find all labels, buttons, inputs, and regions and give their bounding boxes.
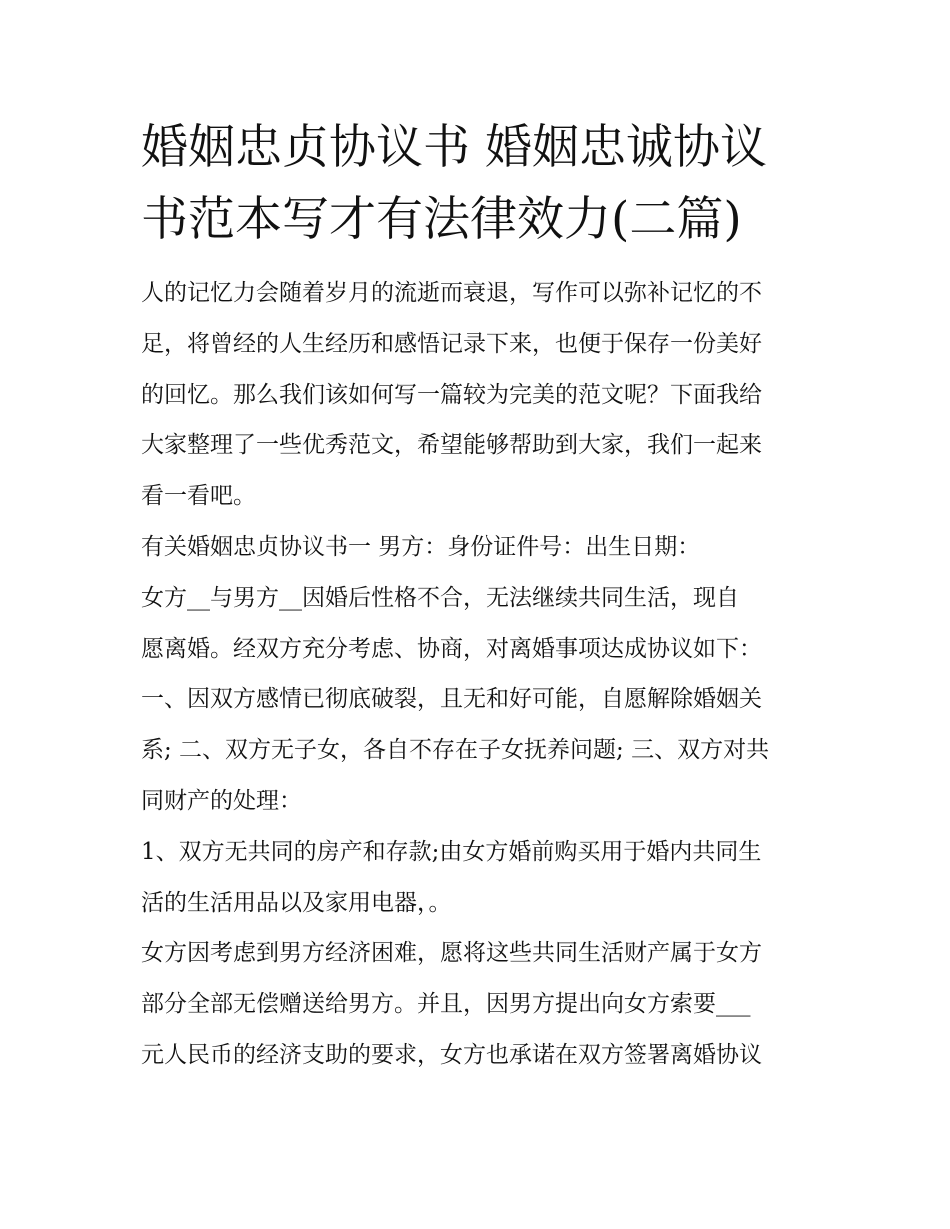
- document-content: [141, 112, 821, 1081]
- body-line: 人的记忆力会随着岁月的流逝而衰退，写作可以弥补记忆的不: [141, 280, 762, 306]
- body-line: 元人民币的经济支助的要求，女方也承诺在双方签署离婚协议: [141, 1041, 762, 1068]
- body-line: 1、双方无共同的房产和存款;由女方婚前购买用于婚内共同生: [141, 838, 762, 865]
- body-line: 有关婚姻忠贞协议书一 男方：身份证件号：出生日期：: [141, 533, 701, 560]
- title-line: 书范本写才有法律效力(二篇): [141, 192, 742, 247]
- document-title: [141, 112, 821, 256]
- body-line: 系; 二、双方无子女，各自不存在子女抚养问题; 三、双方对共: [141, 737, 770, 764]
- title-line: 婚姻忠贞协议书 婚姻忠诚协议: [141, 120, 767, 175]
- document-body: [141, 268, 821, 1081]
- body-line: 女方因考虑到男方经济困难，愿将这些共同生活财产属于女方: [141, 940, 762, 967]
- body-line: 同财产的处理：: [141, 787, 302, 814]
- body-line: 足，将曾经的人生经历和感悟记录下来，也便于保存一份美好: [141, 330, 762, 357]
- body-line: 的回忆。那么我们该如何写一篇较为完美的范文呢？下面我给: [141, 381, 762, 408]
- body-line: 女方__与男方__因婚后性格不合，无法继续共同生活，现自: [141, 584, 739, 611]
- body-line: 部分全部无偿赠送给男方。并且，因男方提出向女方索要___: [141, 991, 751, 1018]
- body-line: 大家整理了一些优秀范文，希望能够帮助到大家，我们一起来: [141, 432, 762, 459]
- body-line: 活的生活用品以及家用电器，。: [141, 889, 452, 916]
- body-line: 愿离婚。经双方充分考虑、协商，对离婚事项达成协议如下：: [141, 635, 762, 662]
- body-line: 看一看吧。: [141, 483, 256, 510]
- body-line: 一、因双方感情已彻底破裂，且无和好可能，自愿解除婚姻关: [141, 686, 762, 713]
